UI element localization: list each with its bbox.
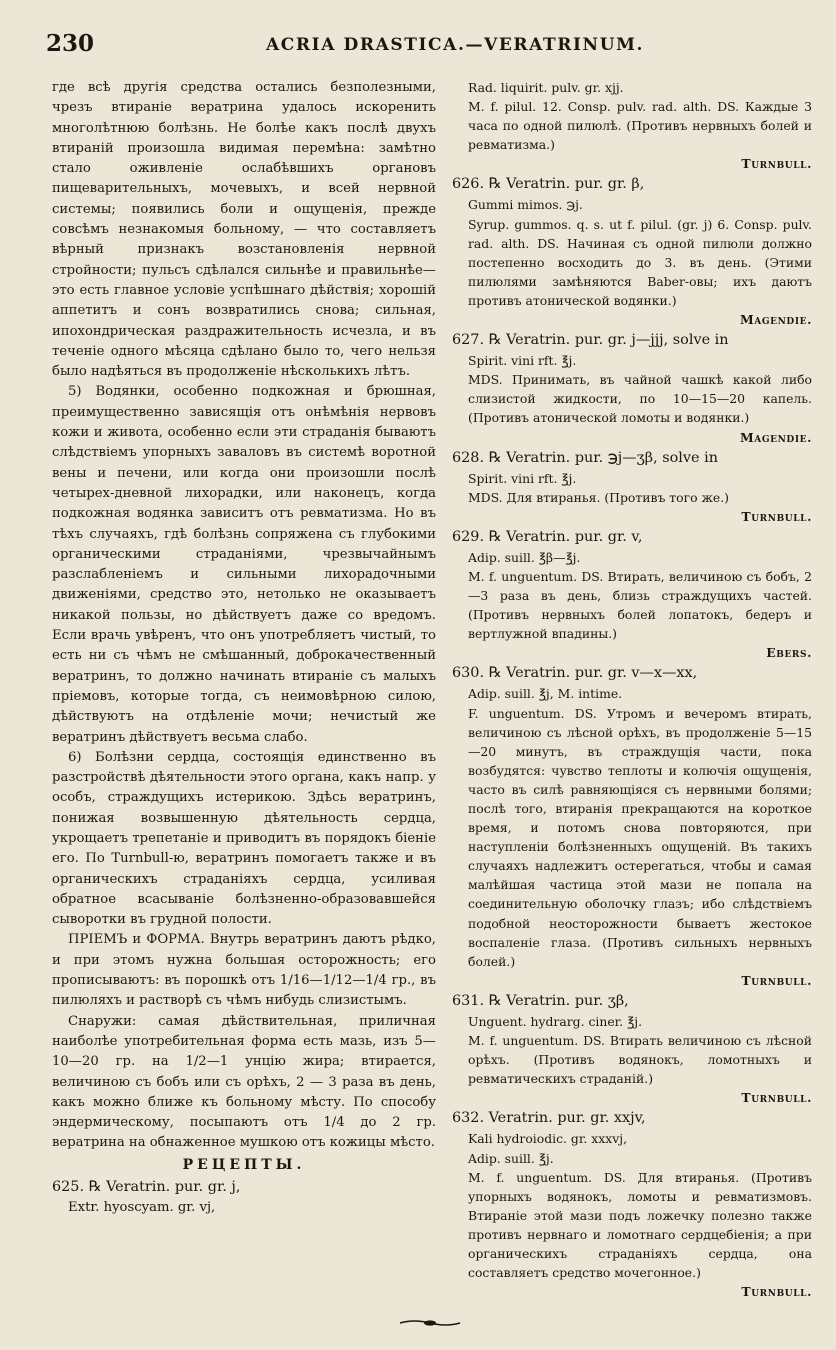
right-column-block: Magendie. (739, 312, 812, 328)
end-ornament (398, 1318, 462, 1328)
right-column-block: M. f. unguentum. DS. Втирать, величиною съ бобъ, 2—3 раза въ день, близь страждущихъ частей. (Противъ нервныхъ болей лопатокъ, бедеръ и вертлужной впадины.) (468, 568, 812, 642)
right-column-block: MDS. Принимать, въ чайной чашкѣ какой либо слизистой жидкости, по 10—15—20 капель. (Противъ атонической ломоты и водянки.) (468, 372, 812, 426)
right-column-block: 629. ℞ Veratrin. pur. gr. v, (452, 528, 643, 545)
right-column-block: Turnbull. (741, 972, 812, 988)
right-column-block: 628. ℞ Veratrin. pur. ℈j—ʒβ, solve in (452, 449, 718, 466)
right-column-block: Turnbull. (741, 1090, 812, 1106)
right-column-block: M. f. unguentum. DS. Втирать величиною съ лѣсной орѣхъ. (Противъ водянокъ, ломотныхъ и ревматическихъ страданій.) (468, 1033, 812, 1087)
right-column-block: Spirit. vini rft. ℥j. (468, 353, 577, 369)
left-column-block: 5) Водянки, особенно подкожная и брюшная, преимущественно зависящія отъ онѣмѣнія нервовъ кожи и живота, особенно если эти страданія бываютъ слѣдствіемъ упорныхъ заваловъ въ системѣ воротной вены и печени, или когда они произошли послѣ четырех-дневной лихорадки, или наконецъ, когда подкожная водянка зависитъ отъ ревматизма. Но въ тѣхъ случаяхъ, гдѣ болѣзнь сопряжена съ глубокими органическими страданіями, чрезвычайнымъ разслабленіемъ и сильными лихорадочными движеніями, средство это, нетолько не оказываетъ никакой пользы, но дѣйствуетъ даже со вредомъ. Если врачь увѣренъ, что онъ употребляетъ чистый, то есть ни съ чѣмъ не смѣшанный, доброкачественный вератринъ, то должно начинать втираніе съ малыхъ пріемовъ, которые тогда, съ неимовѣрною силою, дѣйствуютъ на отдѣленіе мочи; нечистый же вератринъ дѣйствуетъ весьма слабо. (52, 384, 436, 745)
right-column-block: Ebers. (766, 645, 812, 661)
right-column-block: 631. ℞ Veratrin. pur. ʒβ, (452, 992, 629, 1009)
right-column-block: 627. ℞ Veratrin. pur. gr. j—jjj, solve in (452, 332, 729, 349)
right-column-block: Turnbull. (741, 508, 812, 524)
right-column-block: 632. Veratrin. pur. gr. xxjv, (452, 1110, 646, 1127)
right-column-block: Adip. suill. ℥β—℥j. (468, 549, 581, 565)
left-column-block: где всѣ другія средства остались безполезными, чрезъ втираніе вератрина удалось искоренить многолѣтнюю болѣзнь. Не болѣе какъ послѣ двухъ втираній произошла видимая перемѣна: замѣтно стало оживленіе ослабѣвшихъ органовъ пищеварительныхъ, мочевыхъ, и всей нервной системы; появились боли и ощущенія, прежде совсѣмъ незнакомыя больному, — что составляетъ вѣрный признакъ возстановленія нервной стройности; пульсъ сдѣлался сильнѣе и правильнѣе—это есть главное условіе успѣшнаго дѣйствія; хорошій аппетитъ и сонъ возвратились снова; сильная, ипохондрическая раздражительность исчезла, и въ теченіе одного мѣсяца сдѣлано было то, чего нельзя было надѣяться въ продолженіе нѣсколькихъ лѣтъ. (52, 80, 436, 380)
right-column-block: Rad. liquirit. pulv. gr. xjj. (468, 80, 624, 95)
right-column-block: Magendie. (739, 429, 812, 445)
left-column-block: РЕЦЕПТЫ. (182, 1156, 306, 1173)
right-column-block: MDS. Для втиранья. (Противъ того же.) (468, 489, 730, 505)
right-column-block: F. unguentum. DS. Утромъ и вечеромъ втирать, величиною съ лѣсной орѣхъ, въ продолженіе 5—15—20 минутъ, въ страждущія части, пока возбудятся: чувство теплоты и колючія ощущенія, часто въ силѣ равняющіяся съ нервными болями; послѣ того, втиранія прекращаются на короткое время, и потомъ снова повторяются, при наступленіи болѣзненныхъ ощущеній. Въ такихъ случаяхъ надлежитъ остерегаться, чтобы и самая малѣйшая частица этой мази не попала на соединительную оболочку глазъ; ибо слѣдствіемъ подобной неосторожности бываетъ жестокое воспаленіе глаза. (Противъ сильныхъ нервныхъ болей.) (468, 705, 812, 969)
right-column-block: Gummi mimos. ℈j. (468, 197, 583, 213)
right-column-block: Syrup. gummos. q. s. ut f. pilul. (gr. j) 6. Consp. pulv. rad. alth. DS. Начиная съ одной пилюли должно постепенно восходить до 3. въ день. (Этими пилюлями замѣняются Ваber-овы; ихъ даютъ противъ атонической водянки.) (468, 216, 812, 308)
right-column-block: Unguent. hydrarg. ciner. ℥j. (468, 1013, 643, 1029)
right-column (452, 78, 812, 1301)
right-column-block: Turnbull. (741, 156, 812, 172)
right-column-block: Kali hydroiodic. gr. xxxvj, (468, 1131, 628, 1147)
left-column-block: 6) Болѣзни сердца, состоящія единственно въ разстройствѣ дѣятельности этого органа, какъ напр. у особъ, страждущихъ истерикою. Здѣсь вератринъ, понижая возвышенную дѣятельность сердца, укрощаетъ трепетаніе и приводитъ въ порядокъ біеніе его. По Turnbull-ю, вератринъ помогаетъ также и въ органическихъ страданіяхъ сердца, усиливая обратное всасываніе болѣзненно-образовавшейся сыворотки въ грудной полости. (52, 749, 436, 928)
running-title: ACRIA DRASTICA.—VERATRINUM. (266, 35, 645, 55)
left-column-block: Снаружи: самая дѣйствительная, приличная наиболѣе употребительная форма есть мазь, изъ 5—10—20 гр. на 1/2—1 унцію жира; втирается, величиною съ бобъ или съ орѣхъ, 2 — 3 раза въ день, какъ можно ближе къ больному мѣсту. По способу эндермическому, посыпаютъ отъ 1/4 до 2 гр. вератрина на обнаженное мушкою отъ кожицы мѣсто. (52, 1013, 436, 1151)
right-column-block: 626. ℞ Veratrin. pur. gr. β, (452, 176, 645, 193)
right-column-block: 630. ℞ Veratrin. pur. gr. v—x—xx, (452, 665, 698, 682)
right-column-block: M. f. pilul. 12. Consp. pulv. rad. alth. DS. Каждые 3 часа по одной пилюлѣ. (Противъ нервныхъ болей и ревматизма.) (468, 99, 812, 153)
left-column-block: Extr. hyoscyam. gr. vj, (68, 1199, 216, 1215)
left-column-block: ПРІЕМЪ и ФОРМА. Внутрь вератринъ даютъ рѣдко, и при этомъ нужна большая осторожность; его прописываютъ: въ порошкѣ отъ 1/16—1/12—1/4 гр., въ пилюляхъ и растворѣ съ чѣмъ нибудь слизистымъ. (52, 932, 436, 1009)
right-column-block: Turnbull. (741, 1284, 812, 1300)
page-number: 230 (46, 30, 95, 57)
right-column-block: Adip. suill. ℥j, M. intime. (468, 686, 623, 702)
right-column-block: Spirit. vini rft. ℥j. (468, 470, 577, 486)
right-column-block: M. f. unguentum. DS. Для втиранья. (Противъ упорныхъ водянокъ, ломоты и ревматизмовъ. Втираніе этой мази подъ ложечку полезно также противъ нервнаго и ломотнаго сердцебіенія; а при органическихъ страданіяхъ сердца, она составляетъ средство мочегонное.) (468, 1169, 812, 1281)
right-column-block: Adip. suill. ℥j. (468, 1150, 554, 1166)
left-column (52, 78, 436, 1218)
left-column-block: 625. ℞ Veratrin. pur. gr. j, (52, 1178, 241, 1195)
page-header (46, 30, 806, 66)
